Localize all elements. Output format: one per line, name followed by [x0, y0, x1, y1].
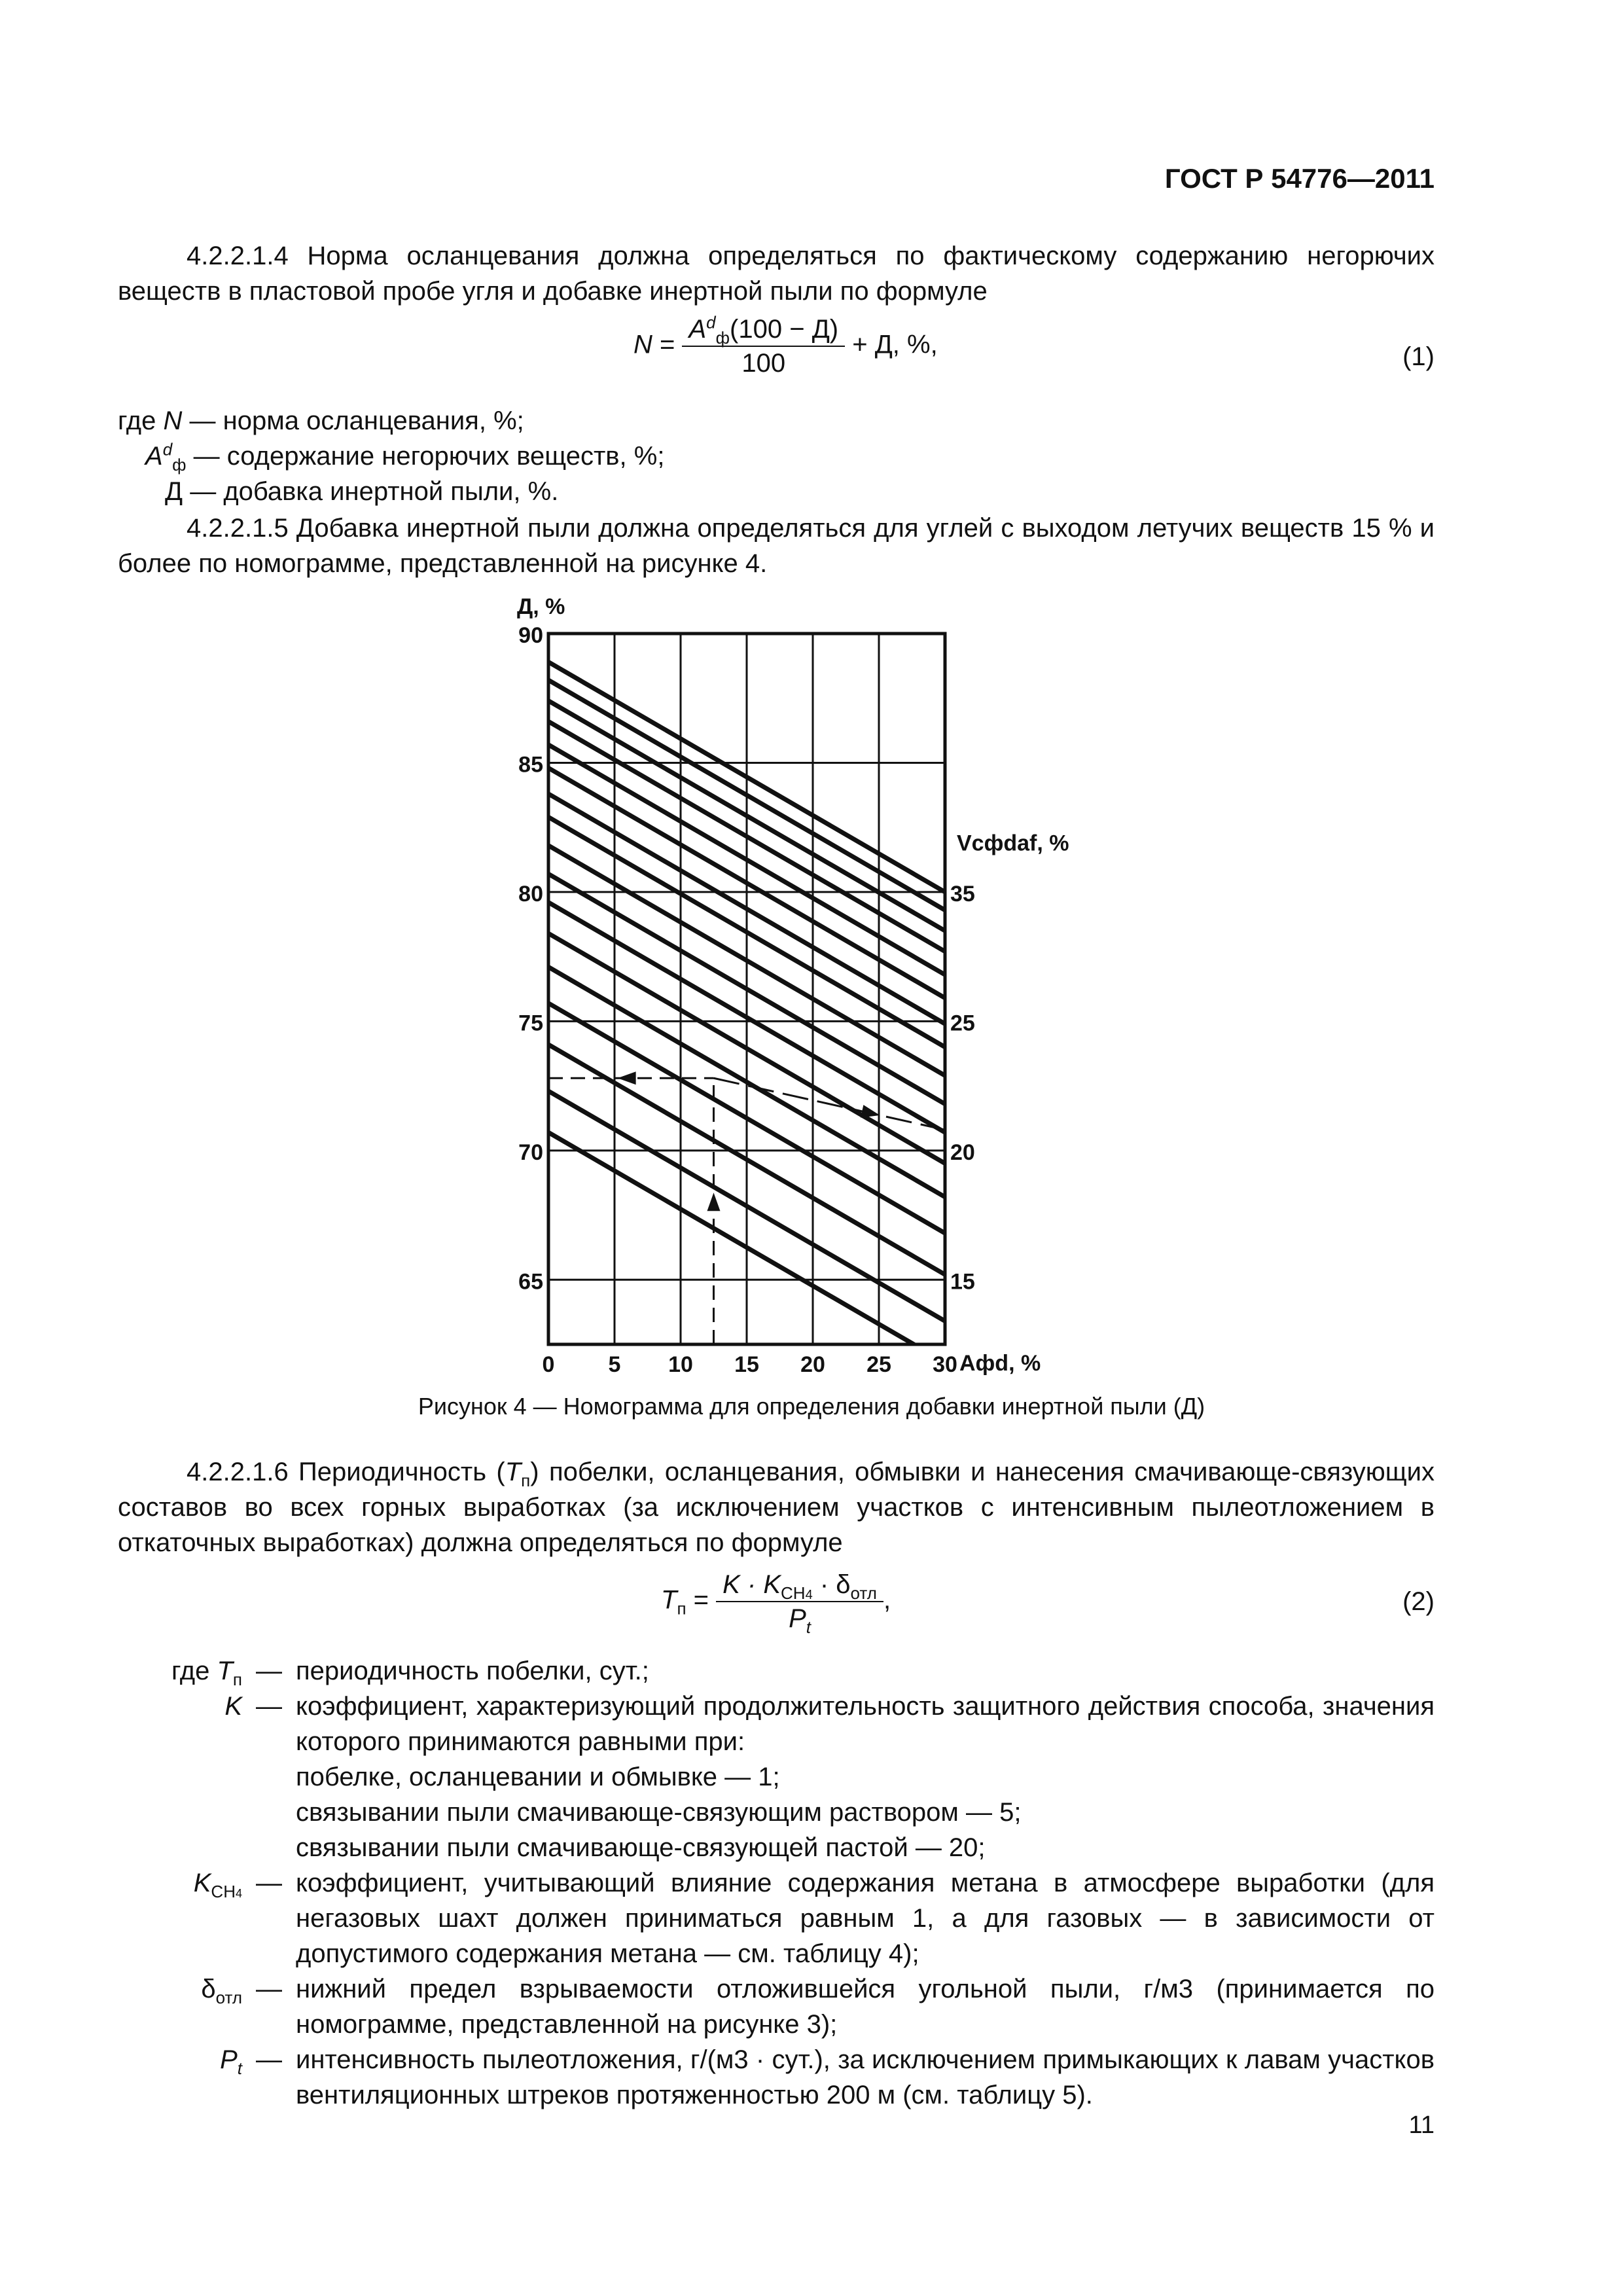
formula-1-tail: + Д, %, — [852, 330, 938, 359]
right-tick-label: 25 — [950, 1011, 975, 1036]
x-tick-label: 5 — [608, 1352, 621, 1377]
formula-2: $T_п$ = $\frac{K \cdot K_{CH4} \cdot \delta_{отл}}{P_t}$ , — [661, 1568, 891, 1635]
x-tick-label: 30 — [933, 1352, 957, 1377]
where-item: связывании пыли смачивающе-связующей пастой — 20; — [296, 1833, 986, 1862]
where-item: $\delta_{отл}$ — нижний предел взрываемости отложившейся угольной пыли, г/м3 (принимается по номограмме, представленной на рисунке 3); — [201, 1975, 1435, 2039]
where-item: $A^d_ф$ — содержание негорючих веществ, %; — [145, 439, 665, 475]
formula-1: N = $\frac{A^d_ф(100 - Д)}{100}$ + Д, %, — [633, 313, 938, 380]
arrow-left-icon — [618, 1071, 636, 1085]
page-number: 11 — [1408, 2111, 1435, 2139]
equation-number-2: (2) — [1402, 1587, 1435, 1616]
document-header: ГОСТ Р 54776—2011 — [1164, 163, 1435, 194]
y-tick-label: 90 — [518, 623, 543, 648]
where-item: Д — добавка инертной пыли, %. — [165, 477, 559, 506]
where-item: $P_t$ — интенсивность пылеотложения, г/(м3 · сут.), за исключением примыкающих к лавам участков вентиляционных штреков протяженностью 200 м (см. таблицу 5). — [220, 2045, 1435, 2109]
right-tick-label: 35 — [950, 881, 975, 906]
x-tick-label: 15 — [734, 1352, 759, 1377]
paragraph-4-2-2-1-4: 4.2.2.1.4 Норма осланцевания должна определяться по фактическому содержанию негорючих веществ в пластовой пробе угля и добавке инертной пыли по формуле — [118, 242, 1435, 306]
where-item: $K_{CH4}$ — коэффициент, учитывающий влияние содержания метана в атмосфере выработки (для негазовых шахт должен приниматься равным 1, а для газовых — в зависимости от допустимого содержания метана — см. таблицу 4); — [193, 1869, 1435, 1968]
y-tick-label: 85 — [518, 752, 543, 778]
arrow-up-icon — [707, 1193, 721, 1211]
formula-1-numerator: $A^d_ф(100 - Д)$ — [682, 313, 845, 347]
formula-2-numerator: $K \cdot K_{CH4} \cdot \delta_{отл}$ — [716, 1568, 883, 1602]
where-item: связывании пыли смачивающе-связующим раствором — 5; — [296, 1798, 1022, 1827]
where-item: где N — норма осланцевания, %; — [118, 406, 524, 435]
where-item: где $T_п$ — периодичность побелки, сут.; — [171, 1657, 649, 1689]
formula-2-denominator: $P_t$ — [789, 1604, 811, 1637]
arrow-diagonal-icon — [861, 1105, 880, 1118]
paragraph-4-2-2-1-5: 4.2.2.1.5 Добавка инертной пыли должна определяться для углей с выходом летучих веществ 15 % и более по номограмме, представленной на рисунке 4. — [118, 514, 1435, 578]
x-tick-label: 0 — [542, 1352, 555, 1377]
where-list-2 — [118, 1653, 1435, 2113]
where-item: побелке, осланцевании и обмывке — 1; — [296, 1763, 780, 1791]
y-tick-label: 70 — [518, 1139, 543, 1165]
x-tick-label: 25 — [866, 1352, 891, 1377]
y-tick-label: 80 — [518, 881, 543, 906]
y-axis-title: Д, % — [517, 594, 565, 619]
figure-caption: Рисунок 4 — Номограмма для определения добавки инертной пыли (Д) — [418, 1393, 1205, 1420]
y-tick-label: 75 — [518, 1011, 543, 1036]
right-tick-label: 20 — [950, 1139, 975, 1165]
right-axis-title: Vсфdaf, % — [957, 831, 1069, 856]
formula-1-lhs: N — [633, 330, 652, 359]
equation-number-1: (1) — [1402, 342, 1435, 371]
right-tick-label: 15 — [950, 1269, 975, 1295]
formula-1-denominator: 100 — [741, 349, 786, 378]
x-axis-title: Aфd, % — [959, 1351, 1041, 1376]
y-tick-label: 65 — [518, 1269, 543, 1295]
where-item: K — коэффициент, характеризующий продолжительность защитного действия способа, значения которого принимаются равными при: — [224, 1692, 1435, 1756]
paragraph-4-2-2-1-6: 4.2.2.1.6 Периодичность $(T_п)$ побелки, осланцевания, обмывки и нанесения смачивающе-связующих составов во всех горных выработках (за исключением участков с интенсивным пылеотложением в откаточных выработках) должна определяться по формуле — [118, 1458, 1435, 1557]
x-tick-label: 10 — [668, 1352, 693, 1377]
formula-2-fraction — [716, 1568, 883, 1635]
x-tick-label: 20 — [800, 1352, 825, 1377]
